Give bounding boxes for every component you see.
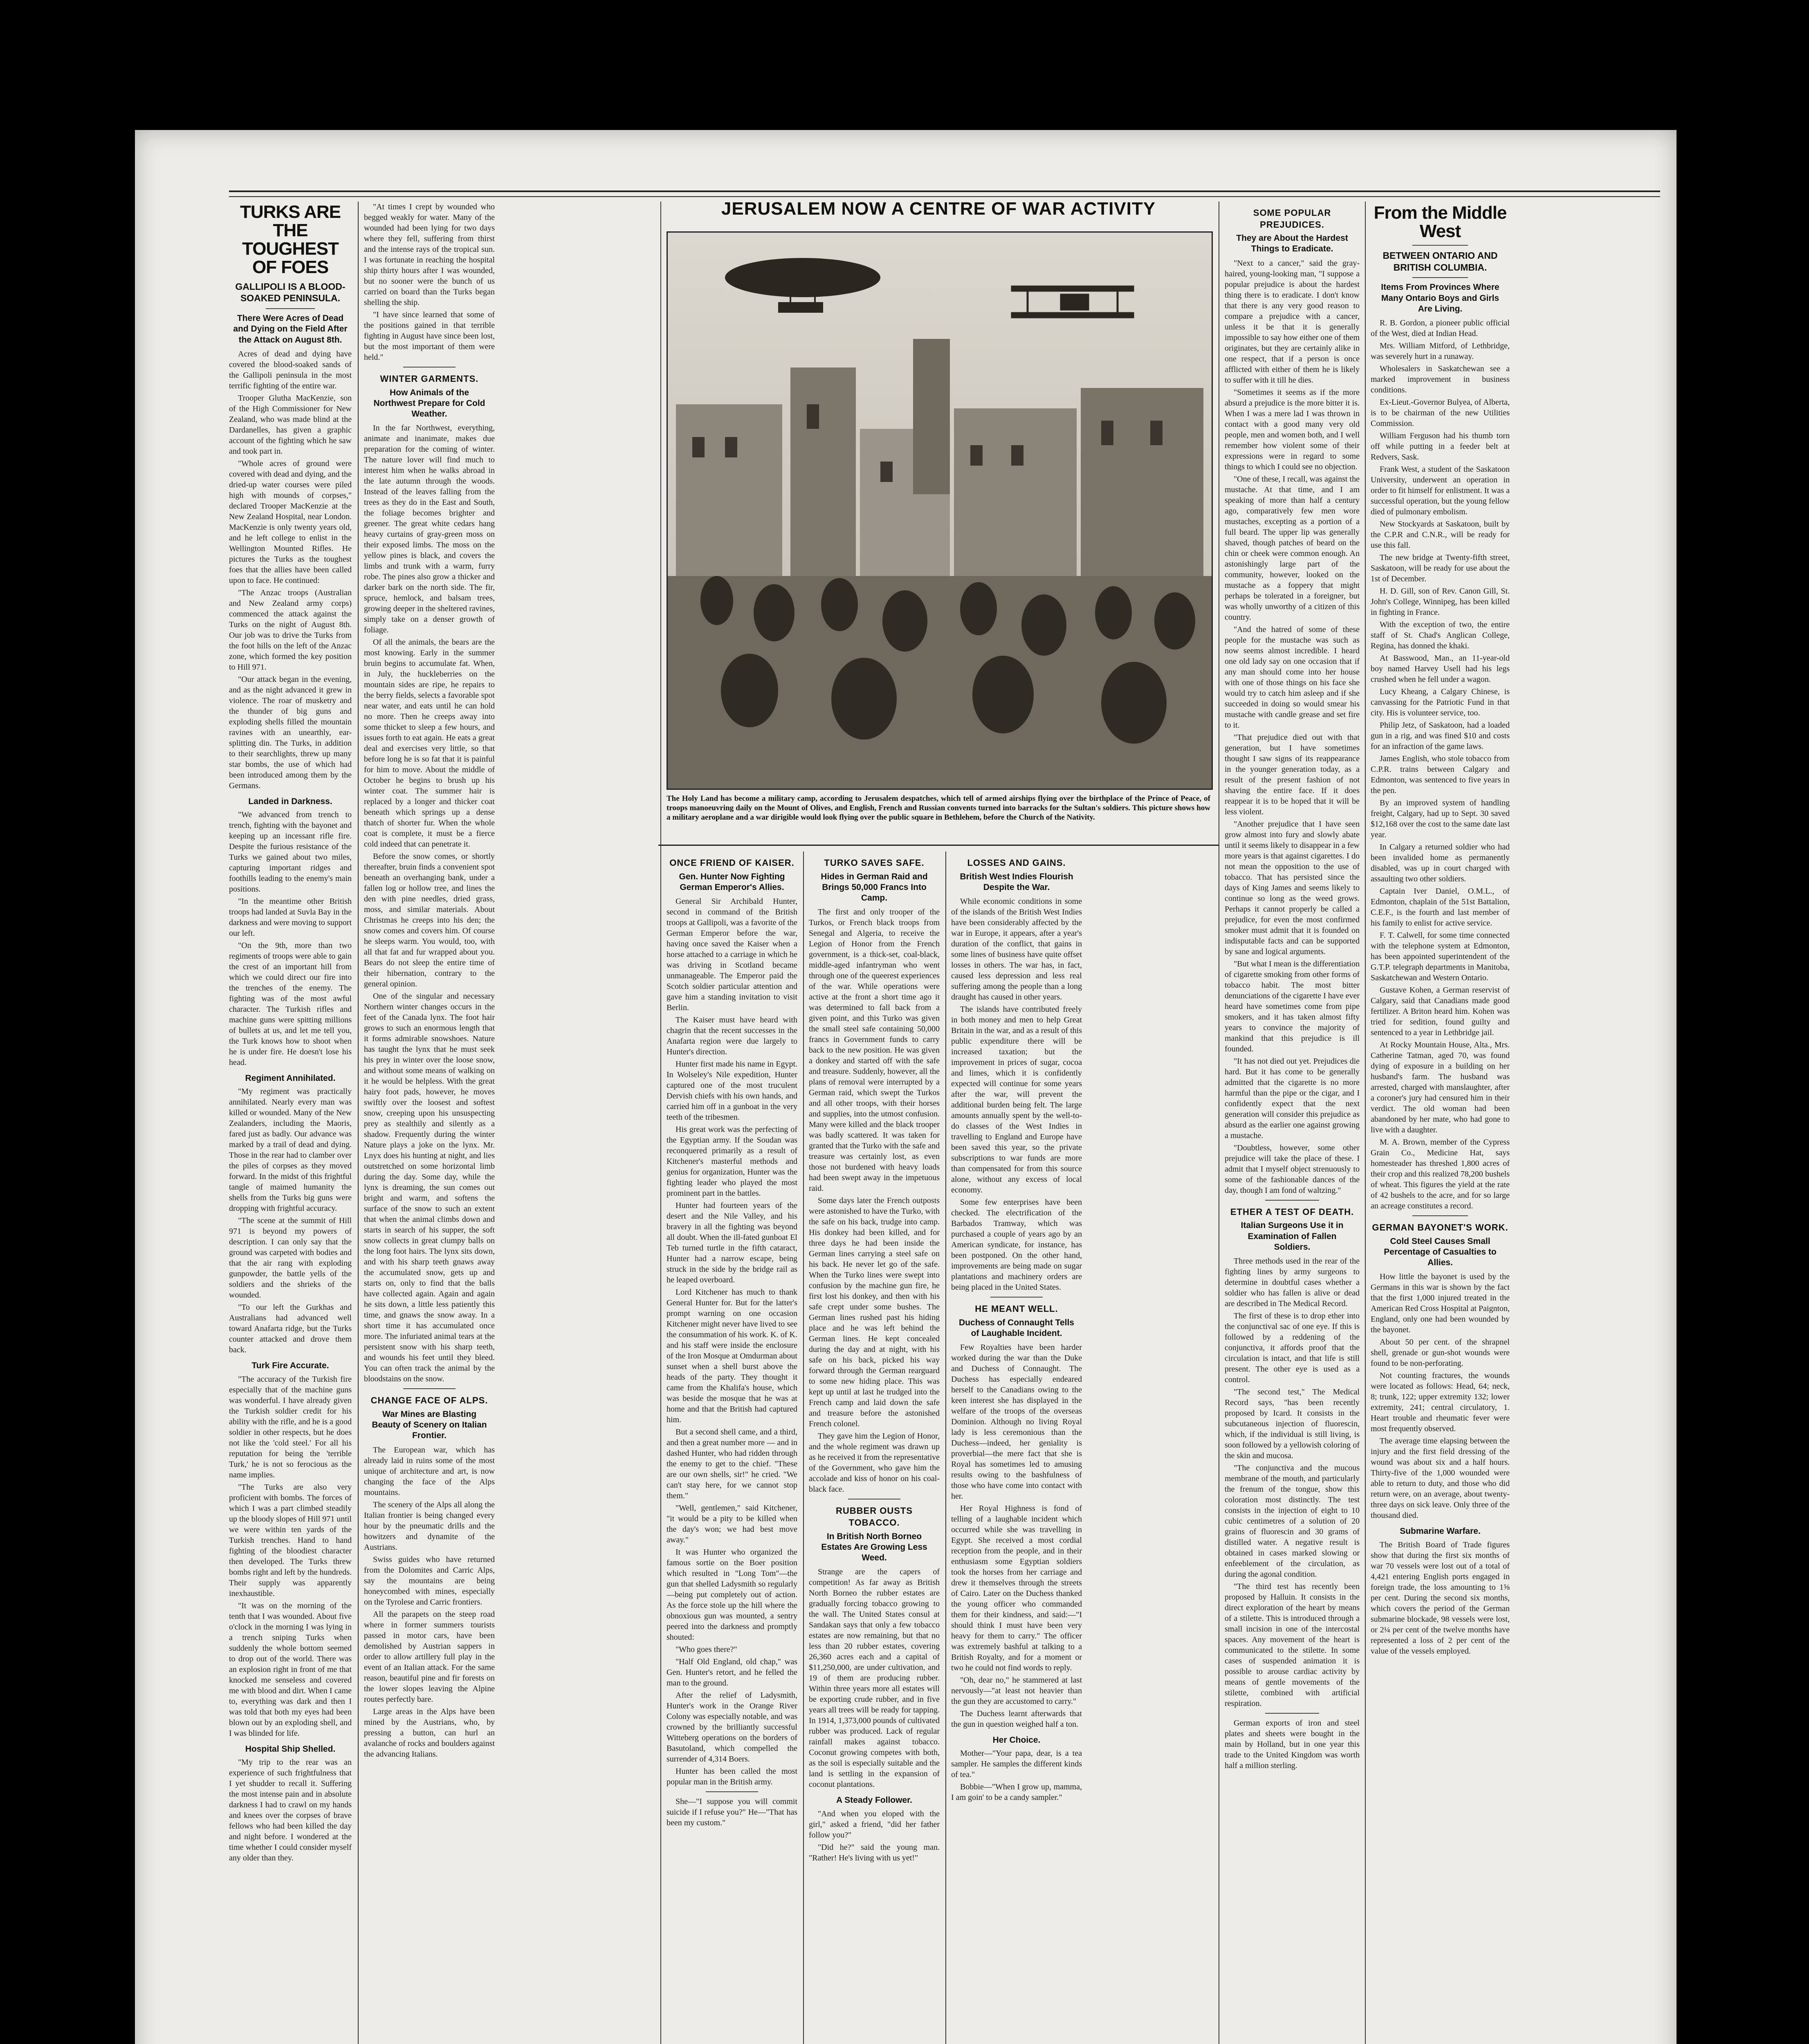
news-item: James English, who stole tobacco from C.P.R. trains between Calgary and Edmonton, was sentenced to five years in the pen. (1371, 754, 1510, 795)
paragraph: They gave him the Legion of Honor, and the whole regiment was drawn up as he received it from the representative of the Government, who gave him the accolade and kiss of honor on his coal-black face. (809, 1432, 940, 1494)
paragraph: "The accuracy of the Turkish fire especially that of the machine guns was wonderful. I have already given the Turkish soldier credit for his ability with the rifle, and he is a good soldier in other respects, but he does not like the 'cold steel.' For all his reputation for being the 'terrible Turk,' he is not so ferocious as the name implies. (229, 1374, 352, 1479)
paragraph: "The scene at the summit of Hill 971 is beyond my powers of description. I can only say that the ground was carpeted with bodies and that the air rang with exploding gunpowder, the battle yells of the soldiers and the shrieks of the wounded. (229, 1216, 352, 1300)
paragraph: But a second shell came, and a third, and then a great number more — and in dashed Hunter, who had ridden through the enemy to get to the chief. "These are our own shells, sir!" he cried. "We can't stay here, for we cannot stop them." (667, 1428, 797, 1501)
paragraph: "Sometimes it seems as if the more absurd a prejudice is the more bitter it is. When I was a mere lad I was thrown in contact with a good many very old people, men and women both, and I well remember how violent some of their expressions were in regard to some things to which I could see no objection. (1225, 388, 1360, 471)
paragraph: "At times I crept by wounded who begged weakly for water. Many of the wounded had been lying for two days where they fell, suffering from thirst and the intense rays of the tropical sun. I was fortunate in reaching the hospital ship thirty hours after I was wounded, but no sooner were the bunch of us carried on board than the Turks began shelling the ship. (364, 202, 495, 307)
paragraph: "Another prejudice that I have seen grow almost into fury and slowly abate until it seems likely to disappear in a few more years is that against cigarettes. I do not mean the opposition to the use of tobacco. That has persisted since the days of King James and seems likely to continue so long as the weed grows. Perhaps it cannot properly be called a prejudice, for even the most confirmed smoker must admit that it is founded on indisputable facts and can be supported by sane and logical arguments. (1225, 819, 1360, 956)
deck-losses: British West Indies Flourish Despite the War. (960, 872, 1073, 892)
headline-meant-well: HE MEANT WELL. (975, 1304, 1058, 1314)
paragraph: Lord Kitchener has much to thank General Hunter for. But for the latter's prompt warning on one occasion Kitchener might never have lived to see the consummation of his work. K. of K. and his staff were inside the enclosure of the Iron Mosque at Omdurman about sunset when a shell burst above the heads of the party. They thought it came from the Khalifa's house, which was beside the mosque that he was at home and that the British had captured him. (667, 1288, 797, 1425)
paragraph: Few Royalties have been harder worked during the war than the Duke and Duchess of Connaught. The Duchess has especially endeared herself to the Canadians owing to the keen interest she has displayed in the welfare of the troops of the overseas Dominion. Although no living Royal lady is less ceremonious than the Duchess—indeed, her geniality is proverbial—the mere fact that she is Royal has sometimes led to amusing results owing to the bashfulness of those who have come into contact with her. (951, 1343, 1082, 1501)
headline-ether: ETHER A TEST OF DEATH. (1230, 1206, 1354, 1217)
deck-hunter: Gen. Hunter Now Fighting German Emperor's Allies. (679, 872, 785, 892)
headline-turko: TURKO SAVES SAFE. (824, 858, 925, 868)
headline-turks (229, 203, 352, 277)
news-item: New Stockyards at Saskatoon, built by the C.P.R and C.N.R., will be ready for use this fall. (1371, 520, 1510, 550)
paragraph: Her Royal Highness is fond of telling of a laughable incident which occurred while she was travelling in Egypt. She received a most cordial reception from the people, and in their enthusiasm some Egyptian soldiers took the horses from her carriage and drew it themselves through the streets of Cairo. Later on the Duchess thanked the young officer who commanded them for their kindness, and said:—"I should think I must have been very heavy for them to carry." The officer was extremely bashful at talking to a British Royalty, and for a moment or two he could not find words to reply. (951, 1504, 1082, 1673)
paragraph: "The Turks are also very proficient with bombs. The forces of which I was a part climbed steadily up the bloody slopes of Hill 971 until we were within ten yards of the Turkish trenches. Hand to hand fighting of the bloodiest character then developed. The Turks threw bombs right and left by the hundreds. Their supply was apparently inexhaustible. (229, 1482, 352, 1598)
paragraph: "To our left the Gurkhas and Australians had advanced well toward Anafarta ridge, but the Turks counter attacked and drove them back. (229, 1303, 352, 1355)
section-rule (658, 845, 1219, 846)
column-rule (1365, 202, 1366, 2044)
news-item: Ex-Lieut.-Governor Bulyea, of Alberta, is to be chairman of the new Utilities Commission. (1371, 398, 1510, 428)
paragraph: While economic conditions in some of the islands of the British West Indies have been considerably affected by the war in Europe, it appears, after a year's duration of the conflict, that gains in some lines of business have quite offset losses in others. The war has, in fact, caused less depression and less real suffering among the people than a long draught has caused in other years. (951, 897, 1082, 1002)
deck-duchess: Duchess of Connaught Tells of Laughable Incident. (959, 1318, 1074, 1338)
paragraph: The Duchess learnt afterwards that the gun in question weighed half a ton. (951, 1709, 1082, 1729)
paragraph: Large areas in the Alps have been mined by the Austrians, who, by pressing a button, can hurl an avalanche of rocks and boulders against the advancing Italians. (364, 1707, 495, 1759)
paragraph: Before the snow comes, or shortly thereafter, bruin finds a convenient spot beneath an overhanging bank, under a fallen log or hollow tree, and lines the den with pine needles, dried grass, moss, and similar materials. About Christmas he creeps into his den; the snow comes and covers him. Of course he sleeps warm. You would, too, with all that fat and fur wrapped about you. Bears do not sleep the entire time of their hibernation, contrary to the general opinion. (364, 852, 495, 989)
paragraph: "And the hatred of some of these people for the mustache was such as now seems almost incredible. I heard one old lady say on one occasion that if any man should come into her house with one of those things on his face she would try to catch him asleep and if she succeeded in doing so would smear his mustache with candle grease and set fire to it. (1225, 625, 1360, 730)
paragraph: "That prejudice died out with that generation, but I have sometimes thought I saw signs of its reappearance in the younger generation today, as a result of the present fashion of not shaving the entire face. If it does reappear it is to be hoped that it will be less violent. (1225, 733, 1360, 816)
deck-winter: How Animals of the Northwest Prepare for Cold Weather. (373, 388, 485, 419)
deck-alps: War Mines are Blasting Beauty of Scenery on Italian Frontier. (372, 1409, 487, 1441)
paragraph: Hunter has been called the most popular man in the British army. (667, 1767, 797, 1787)
news-item: By an improved system of handling freight, Calgary, had up to Sept. 30 saved $12,168 over the cost to the same date last year. (1371, 798, 1510, 839)
paragraph: "The conjunctiva and the mucous membrane of the mouth, and particularly the frenum of the tongue, show this coloration most distinctly. The test consists in the injection of eight to 10 cubic centimetres of a solution of 20 grains of fluorescin and 30 grams of distilled water. A negative result is obtained in cases marked slowing or enfeeblement of the circulation, as during the agonal condition. (1225, 1464, 1360, 1579)
news-item: M. A. Brown, member of the Cypress Grain Co., Medicine Hat, says homesteader has threshed 1,800 acres of their crop and this realized 78,200 bushels of wheat. This figures the yield at the rate of 42 bushels to the acre, and for so large an acreage constitutes a record. (1371, 1138, 1510, 1210)
paragraph: "Whole acres of ground were covered with dead and dying, and the dried-up water courses were piled high with mounds of corpses," declared Trooper MacKenzie at the New Zealand Hospital, near London. MacKenzie is only twenty years old, and he left college to enlist in the Wellington Mounted Rifles. He pictures the Turks as the toughest foes that the allies have been called upon to face. He continued: (229, 459, 352, 585)
divider (1412, 277, 1468, 278)
headline-alps: CHANGE FACE OF ALPS. (370, 1395, 488, 1406)
deck-gallipoli: GALLIPOLI IS A BLOOD-SOAKED PENINSULA. (235, 281, 346, 304)
paragraph: "The third test has recently been proposed by Halluin. It consists in the direct exploration of the heart by means of a stilette. This is introduced through a small incision in one of the intercostal spaces. Any movement of the heart is communicated to the stilette. In some cases of suspended animation it is possible to arouse cardiac activity by means of gentle movements of the stilette, combined with artificial respiration. (1225, 1582, 1360, 1708)
headline-line-1: TURKS ARE THE (240, 202, 341, 240)
news-item: William Ferguson had his thumb torn off while putting in a feeder belt at Redvers, Sask. (1371, 431, 1510, 462)
paragraph: The Kaiser must have heard with chagrin that the recent successes in the Anafarta region were due largely to Hunter's direction. (667, 1015, 797, 1057)
news-item: F. T. Calwell, for some time connected with the telephone system at Edmonton, has been appointed superintendent of the G.T.P. telegraph departments in Manitoba, Saskatchewan and Western Ontario. (1371, 931, 1510, 982)
paragraph: Trooper Glutha MacKenzie, son of the High Commissioner for New Zealand, who was made blind at the Dardanelles, has given a graphic account of the fighting which he saw and took part in. (229, 393, 352, 456)
news-item: At Rocky Mountain House, Alta., Mrs. Catherine Tatman, aged 70, was found dying of exposure in a building on her husband's farm. The husband was arrested, charged with manslaughter, after a coroner's jury had censured him in their verdict. The old woman had been abandoned by her mate, who had gone to live with a daughter. (1371, 1040, 1510, 1134)
divider (403, 367, 456, 368)
column-turks (229, 202, 352, 2044)
paragraph: "And when you eloped with the girl," asked a friend, "did her father follow you?" (809, 1809, 940, 1840)
paragraph: "My regiment was practically annihilated. Nearly every man was killed or wounded. Many of the New Zealanders, including the Maoris, fared just as badly. Our advance was marked by a trail of dead and dying. Those in the rear had to clamber over the piles of corpses as they moved forward. In the midst of this frightful tangle of maimed humanity the shells from the Turks big guns were dropping with frightful accuracy. (229, 1087, 352, 1213)
deck-ether: Italian Surgeons Use it in Examination of Fallen Soldiers. (1241, 1221, 1344, 1252)
column-turko (809, 852, 940, 2044)
divider (1412, 1215, 1468, 1216)
deck-turko: Hides in German Raid and Brings 50,000 Francs Into Camp. (821, 872, 928, 903)
paragraph: The scenery of the Alps all along the Italian frontier is being changed every hour by the pneumatic drills and the howitzers and dynamite of the Austrians. (364, 1500, 495, 1552)
news-item: Gustave Kohen, a German reservist of Calgary, said that Canadians made good fertilizer. A Briton heard him. Kohen was tried for sedition, found guilty and sentenced to a year in Lethbridge jail. (1371, 986, 1510, 1037)
headline-prejudices: SOME POPULAR PREJUDICES. (1253, 208, 1331, 230)
paragraph: "But what I mean is the differentiation of cigarette smoking from other forms of tobacco habit. The most bitter denunciations of the cigarette I have ever heard have sometimes come from pipe smokers, and it has taken almost fifty years to convince the majority of mankind that this prejudice is ill founded. (1225, 959, 1360, 1053)
paragraph: His great work was the perfecting of the Egyptian army. If the Soudan was reconquered primarily as a result of Kitchener's masterful methods and genius for organization, Hunter was the fighting leader who played the most prominent part in the battles. (667, 1125, 797, 1198)
paragraph: "Oh, dear no," he stammered at last nervously—"at least not heavier than the gun they are accustomed to carry." (951, 1676, 1082, 1706)
divider (1265, 1713, 1319, 1714)
headline-kaiser: ONCE FRIEND OF KAISER. (669, 858, 795, 868)
column-rule (803, 852, 804, 2044)
paragraph: Some few enterprises have been checked. The electrification of the Barbados Tramway, which was purchased a couple of years ago by an American syndicate, for instance, has been postponed. On the other hand, improvements are being made on sugar plantations and machinery orders are being placed in the United States. (951, 1198, 1082, 1292)
news-item: Lucy Kheang, a Calgary Chinese, is canvassing for the Patriotic Fund in that city. His is volunteer service, too. (1371, 687, 1510, 717)
headline-middle-west: From the Middle West (1374, 203, 1507, 241)
masthead-rule (229, 191, 1660, 197)
column-rule (945, 852, 946, 2044)
paragraph: "It has not died out yet. Prejudices die hard. But it has come to be generally admitted that the cigarette is no more harmful than the pipe or the cigar, and I confidently expect that the next generation will consider this prejudice as absurd as the earlier one against growing a mustache. (1225, 1056, 1360, 1140)
news-item: R. B. Gordon, a pioneer public official of the West, died at Indian Head. (1371, 318, 1510, 338)
column-rule (660, 202, 661, 2044)
news-item: In Calgary a returned soldier who had been invalided home as permanently disabled, was up in court charged with assaulting two other soldiers. (1371, 843, 1510, 883)
paragraph: After the relief of Ladysmith, Hunter's work in the Orange River Colony was especially notable, and was crowned by the brilliantly successful Witteberg operations on the borders of Basutoland, which compelled the surrender of 4,314 Boers. (667, 1691, 797, 1764)
paragraph: About 50 per cent. of the shrapnel shell, grenade or gun-shot wounds were found to be non-perforating. (1371, 1338, 1510, 1368)
subhead: Regiment Annihilated. (245, 1074, 336, 1083)
column-prejudices (1225, 202, 1360, 2044)
paragraph: The first and only trooper of the Turkos, or French black troops from Senegal and Algeria, to receive the Legion of Honor from the French government, is a thick-set, coal-black, middle-aged infantryman who went through one of the queerest experiences of the war. While operations were active at the front a short time ago it was determined to fall back from a given point, and this Turko was given the small steel safe containing 50,000 francs in Government funds to carry back to the new position. He was given a donkey and started off with the safe and treasure. Suddenly, however, all the plans of removal were interrupted by a German raid, which swept the Turkos and all other troops, with their horses and supplies, into the utmost confusion. Many were killed and the black trooper was badly scattered. It was taken for granted that the Turko with the safe and treasure was certainly lost, as even those not burdened with heavy loads had been swept away in the impetuous raid. (809, 908, 940, 1193)
headline-rubber: RUBBER OUSTS TOBACCO. (835, 1506, 913, 1528)
paragraph: Of all the animals, the bears are the most knowing. Early in the summer bruin begins to accumulate fat. When, in July, the huckleberries on the mountain sides are ripe, he repairs to the berry fields, selects a favorable spot near water, and eats until he can hold no more. Then he creeps away into some thicket to sleep a few hours, and issues forth to eat again. He eats a great deal and exercises very little, so that before long he is so fat that it is painful for him to move. About the middle of October he begins to brush up his winter coat. The summer hair is replaced by a longer and thicker coat beneath which springs up a dense thatch of shorter fur. When the whole coat is complete, it must be a fierce cold indeed that can penetrate it. (364, 638, 495, 849)
paragraph: In the far Northwest, everything, animate and inanimate, makes due preparation for the coming of winter. The nature lover will find much to interest him when he walks abroad in the late autumn through the woods. Instead of the leaves falling from the trees as they do in the East and South, the foliage becomes brighter and greener. The great white cedars hang heavy curtains of gray-green moss on their exposed limbs. The moss on the yellow pines is black, and covers the limbs and trunk with a warm, furry robe. The pines also grow a thicker and darker bark on the north side. The fir, spruce, hemlock, and balsam trees, growing deeper in the sheltered ravines, simply take on a denser growth of foliage. (364, 424, 495, 635)
paragraph: Some days later the French outposts were astonished to have the Turko, with the safe on his back, trudge into camp. His donkey had been killed, and for three days he had been inside the German lines carrying a steel safe on his back. He never let go of the safe. When the Turko lines were swept into confusion by the machine gun fire, he first lost his donkey, and then with his safe crept under some bushes. The German lines rushed past his hiding place and he was left behind the German lines. He kept concealed during the day and at night, with his safe on his back, picked his way forward through the German rearguard to some new hiding place. This was kept up until at last he trudged into the French camp and laid down the safe and treasure before the astonished French colonel. (809, 1196, 940, 1429)
paragraph: Hunter had fourteen years of the desert and the Nile Valley, and his bravery in all the fighting was beyond all doubt. When the ill-fated gunboat El Teb turned turtle in the fifth cataract, Hunter had a narrow escape, being struck in the side by the bridge rail as he leaped overboard. (667, 1201, 797, 1285)
news-item: Mrs. William Mitford, of Lethbridge, was severely hurt in a runaway. (1371, 341, 1510, 361)
headline-line-2: TOUGHEST OF FOES (242, 238, 339, 277)
paragraph: Swiss guides who have returned from the Dolomites and Carric Alps, say the mountains are being honeycombed with mines, especially on the Tyrolese and Carric frontiers. (364, 1555, 495, 1607)
paragraph: "The second test," The Medical Record says, "has been recently proposed by Icard. It consists in the subcutaneous injection of fluorescin, which, if the individual is still living, is soon followed by a yellowish coloring of the skin and mucosa. (1225, 1387, 1360, 1461)
deck-ontario: BETWEEN ONTARIO AND BRITISH COLUMBIA. (1383, 250, 1498, 273)
column-middle-west (1371, 202, 1510, 2044)
paragraph: It was Hunter who organized the famous sortie on the Boer position which resulted in "Long Tom"—the gun that shelled Ladysmith so regularly—being put completely out of action. As the force stole up the hill where the obnoxious gun was mounted, a sentry peered into the darkness and promptly shouted: (667, 1548, 797, 1642)
paragraph: "Well, gentlemen," said Kitchener, "it would be a pity to be killed when the day's won; we had best move away." (667, 1504, 797, 1545)
photo-jerusalem (667, 231, 1213, 790)
paragraph: Strange are the capers of competition! As far away as British North Borneo the rubber estates are gradually forcing tobacco growing to the wall. The United States consul at Sandakan says that only a few tobacco estates are now remaining, but that no less than 20 rubber estates, covering 26,360 acres each and a capital of $11,250,000, are under cultivation, and 19 of them are producing rubber. Within three years more all estates will be exporting crude rubber, and in five years all trees will be ready for tapping. In 1914, 1,373,000 pounds of cultivated rubber was produced. Lack of regular rainfall makes against tobacco. Coconut growing competes with both, as the soil is especially suitable and the land is settling in the expansion of coconut plantations. (809, 1567, 940, 1789)
news-item: At Basswood, Man., an 11-year-old boy named Harvey Usell had his legs crushed when he fell under a wagon. (1371, 654, 1510, 684)
subhead: A Steady Follower. (836, 1795, 912, 1805)
deck-bayonet: Cold Steel Causes Small Percentage of Casualties to Allies. (1384, 1236, 1497, 1268)
headline-jerusalem: JERUSALEM NOW A CENTRE OF WAR ACTIVITY (721, 199, 1156, 219)
paragraph: "Who goes there?" (676, 1645, 737, 1654)
headline-bayonet: GERMAN BAYONET'S WORK. (1372, 1222, 1508, 1233)
headline-losses: LOSSES AND GAINS. (967, 858, 1066, 868)
subhead: Submarine Warfare. (1400, 1526, 1481, 1536)
column-losses (951, 852, 1082, 2044)
paragraph: "On the 9th, more than two regiments of troops were able to gain the crest of an important hill from which we could direct our fire into the trenches of the enemy. The fighting was of the most awful character. The Turkish rifles and machine guns were spitting millions of bullets at us, and let me tell you, the Turk knows how to shoot when he is under fire. He doesn't lose his head. (229, 941, 352, 1067)
paragraph: Acres of dead and dying have covered the blood-soaked sands of the Gallipoli peninsula in the most terrific fighting of the entire war. (229, 349, 352, 390)
news-item: Frank West, a student of the Saskatoon University, underwent an operation in order to fit himself for enlistment. It was a successful operation, but the young fellow died of pulmonary embolism. (1371, 465, 1510, 516)
paragraph: "Did he?" said the young man. "Rather! He's living with us yet!" (809, 1842, 940, 1862)
paragraph: "Next to a cancer," said the gray-haired, young-looking man, "I suppose a popular prejudice is about the hardest thing there is to eradicate. I don't know that there is any very good reason to compare a prejudice with a cancer, unless it be that it is generally impossible to say how either one of them originates, but they are certainly alike in one respect, that if a person is once afflicted with either of them he is likely to suffer with it till he dies. (1225, 258, 1360, 385)
paragraph: Bobbie—"When I grow up, mamma, I am goin' to be a candy sampler." (951, 1782, 1082, 1802)
subhead: Her Choice. (992, 1735, 1041, 1745)
paragraph: How little the bayonet is used by the Germans in this war is shown by the fact that the first 1,000 injured treated in the American Red Cross Hospital at Paignton, England, only one had been wounded by the bayonet. (1371, 1272, 1510, 1335)
subhead: Hospital Ship Shelled. (245, 1744, 336, 1754)
paragraph: The European war, which has already laid in ruins some of the most unique of architecture and art, is now changing the face of the Alps mountains. (364, 1445, 495, 1497)
news-item: H. D. Gill, son of Rev. Canon Gill, St. John's College, Winnipeg, has been killed in fighting in France. (1371, 587, 1510, 617)
deck-items: Items From Provinces Where Many Ontario Boys and Girls Are Living. (1381, 282, 1499, 314)
subhead: Landed in Darkness. (248, 796, 332, 806)
paragraph: German exports of iron and steel plates and sheets were bought in the main by Holland, but in one year this trade to the United Kingdom was worth half a million sterling. (1225, 1719, 1360, 1771)
column-hunter (667, 852, 797, 2044)
photo-caption: The Holy Land has become a military camp, according to Jerusalem despatches, which tell of armed airships flying over the birthplace of the Prince of Peace, of troops manoeuvring daily on the Mount of Olives, and English, French and Russian convents turned into barracks for the Sultan's soldiers. This picture shows how a military aeroplane and a war dirigible would look flying over the public square in Bethlehem, before the Church of the Nativity. (667, 794, 1210, 822)
news-item: Captain Iver Daniel, O.M.L., of Edmonton, chaplain of the 51st Battalion, C.E.F., is the fourth and last member of his family to enlist for active service. (1371, 887, 1510, 928)
paragraph: One of the singular and necessary Northern winter changes occurs in the feet of the Canada lynx. The foot hair grows to such an enormous length that it forms admirable snowshoes. Nature has taught the lynx that he must seek his prey in winter over the loose snow, and without some means of walking on it he would be helpless. With the great hairy foot pads, however, he moves swiftly over the loosest and softest snow, creeping upon his unsuspecting prey as stealthily and silently as a shadow. Frequently during the winter Nature plays a joke on the lynx. Mr. Lnyx does his hunting at night, and lies outstretched on some horizontal limb during the day. Some day, while the lynx is dreaming, the sun comes out bright and warm, and softens the surface of the snow to such an extent that when the animal climbs down and starts in search of his supper, the soft snow collects in great clumpy balls on the long foot hairs. The lynx sits down, and with his sharp teeth gnaws away the accumulated snow, gets up and starts on, only to find that the balls have collected again. Again and again he sits down, a little less patiently this time, and gnaws the snow away. In a short time it has accumulated once more. The infuriated animal tears at the persistent snow with his sharp teeth, and wounds his feet until they bleed. You can often track the animal by the bloodstains on the snow. (364, 992, 495, 1384)
news-item: With the exception of two, the entire staff of St. Chad's Anglican College, Regina, has donned the khaki. (1371, 620, 1510, 650)
paragraph: "We advanced from trench to trench, fighting with the bayonet and keeping up an incessant rifle fire. Despite the furious resistance of the Turks we gained about two miles, capturing important ridges and foothills leading to the enemy's main positions. (229, 810, 352, 894)
deck-acres: There Were Acres of Dead and Dying on the Field After the Attack on August 8th. (233, 314, 348, 345)
paragraph: "My trip to the rear was an experience of such frightfulness that I yet shudder to recall it. Suffering the most intense pain and in absolute darkness I had to crawl on my hands and knees over the corpses of brave fellows who had been killed the day and night before. I wondered at the time whether I could consider myself any older than they. (229, 1757, 352, 1862)
paragraph: "In the meantime other British troops had landed at Suvla Bay in the darkness and were moving to support our left. (229, 897, 352, 938)
paragraph: "Doubtless, however, some other prejudice will take the place of these. I admit that I myself object strenuously to some of the fashionable dances of the day, though I am fond of waltzing." (1225, 1143, 1360, 1195)
paragraph: "The Anzac troops (Australian and New Zealand army corps) commenced the attack against the Turks on the night of August 8th. Our job was to drive the Turks from the foot hills on the left of the Anzac zone, which formed the key position to Hill 971. (229, 588, 352, 672)
paragraph: The islands have contributed freely in both money and men to help Great Britain in the war, and as a result of this public expenditure there will be increased taxation; but the improvement in prices of sugar, cocoa and limes, which it is confidently expected will continue for some years after the war, will prevent the additional burden being felt. The large amounts annually spent by the well-to-do classes of the West Indies in travelling to England and Europe have been saved this year, so the private subscriptions to war funds are more than compensated for from this source alone, without any excess of local economy. (951, 1005, 1082, 1195)
news-item: Wholesalers in Saskatchewan see a marked improvement in business conditions. (1371, 364, 1510, 394)
paragraph: The first of these is to drop ether into the conjunctival sac of one eye. If this is followed by a reddening of the conjunctiva, it affords proof that the circulation is intact, and that life is still present. The other eye is used as a control. (1225, 1311, 1360, 1385)
column-winter (364, 202, 495, 2044)
divider (990, 1297, 1043, 1298)
paragraph: Three methods used in the rear of the fighting lines by army surgeons to determine in doubtful cases whether a soldier who has fallen is alive or dead are described in The Medical Record. (1225, 1257, 1360, 1309)
divider (1412, 245, 1468, 246)
subhead: Turk Fire Accurate. (251, 1361, 329, 1371)
paragraph: "It was on the morning of the tenth that I was wounded. About five o'clock in the morning I was lying in a trench sniping Turks when suddenly the whole bottom seemed to drop out of the world. There was an explosion right in front of me that knocked me senseless and covered me with blood and dirt. When I came to, everything was dark and then I was told that both my eyes had been blown out by an exploding shell, and I was blinded for life. (229, 1601, 352, 1738)
paragraph: Not counting fractures, the wounds were located as follows: Head, 64; neck, 8; trunk, 122; upper extremity 132; lower extremity, 241; central circulatory, 1. Heart trouble and rheumatic fever were most frequently observed. (1371, 1371, 1510, 1434)
paragraph: All the parapets on the steep road where in former summers tourists passed in motor cars, have been demolished by Austrian sappers in order to allow artillery full play in the event of an Italian attack. For the same reason, beautiful pine and fir forests on the lower slopes leaving the Alpine routes perfectly bare. (364, 1609, 495, 1704)
headline-winter-garments: WINTER GARMENTS. (380, 374, 479, 384)
paragraph: She—"I suppose you will commit suicide if I refuse you?" He—"That has been my custom." (667, 1797, 797, 1828)
illustration-bethlehem-square (668, 233, 1212, 789)
paragraph: "One of these, I recall, was against the mustache. At that time, and I am speaking of more than half a century ago, comparatively few men wore mustaches, excepting as a portion of a full beard. The upper lip was generally shaved, though patches of beard on the chin or cheek were common enough. An astonishingly large part of the community, however, looked on the mustache as a foppery that might perhaps be tolerated in a foreigner, but was wholly unworthy of a citizen of this country. (1225, 474, 1360, 622)
paragraph: General Sir Archibald Hunter, second in command of the British troops at Gallipoli, was a favorite of the German Emperor before the war, having once saved the Kaiser when a horse attached to a carriage in which he was driving in Scotland became unmanageable. The Emperor paid the Scotch soldier particular attention and gave him a standing invitation to visit Berlin. (667, 897, 797, 1013)
news-item: The new bridge at Twenty-fifth street, Saskatoon, will be ready for use about the 1st of December. (1371, 553, 1510, 583)
deck-rubber: In British North Borneo Estates Are Growing Less Weed. (821, 1531, 927, 1563)
column-rule (358, 202, 359, 2044)
divider (266, 308, 315, 309)
paragraph: Mother—"Your papa, dear, is a tea sampler. He samples the different kinds of tea." (951, 1749, 1082, 1780)
news-item: Philip Jetz, of Saskatoon, had a loaded gun in a rig, and was fined $10 and costs for an infraction of the game laws. (1371, 721, 1510, 751)
deck-prejudices: They are About the Hardest Things to Eradicate. (1236, 233, 1348, 254)
divider (1265, 1200, 1319, 1201)
divider (403, 1388, 456, 1389)
newspaper-page (135, 130, 1677, 2044)
paragraph: "Half Old England, old chap," was Gen. Hunter's retort, and he felled the man to the ground. (667, 1657, 797, 1688)
paragraph: "I have since learned that some of the positions gained in that terrible fighting in August have since been lost, but the most important of them were held." (364, 310, 495, 362)
paragraph: "Our attack began in the evening, and as the night advanced it grew in violence. The roar of musketry and the thunder of big guns and exploding shells filled the mountain ravines with an unearthly, ear-splitting din. The Turks, in addition to their searchlights, threw up many star bombs, the use of which had been introduced among them by the Germans. (229, 675, 352, 790)
paragraph: Hunter first made his name in Egypt. In Wolseley's Nile expedition, Hunter captured one of the most truculent Dervish chiefs with his own hands, and carried him off in a gunboat in the very teeth of the tribesmen. (667, 1060, 797, 1122)
paragraph: The average time elapsing between the injury and the first field dressing of the wound was about six and a half hours. Thirty-five of the 1,000 wounded were able to return to duty, and those who did return were, on an average, about twenty-three days on sick leave. Only three of the thousand died. (1371, 1437, 1510, 1520)
divider (706, 1791, 758, 1792)
paragraph: The British Board of Trade figures show that during the first six months of war 70 vessels were lost out of a total of 4,421 entering English ports engaged in foreign trade, the loss amounting to 1⅝ per cent. During the second six months, which covers the period of the German submarine blockade, 98 vessels were lost, or 2¼ per cent of the twelve months have represented a loss of 2 per cent of the value of the vessels employed. (1371, 1540, 1510, 1656)
